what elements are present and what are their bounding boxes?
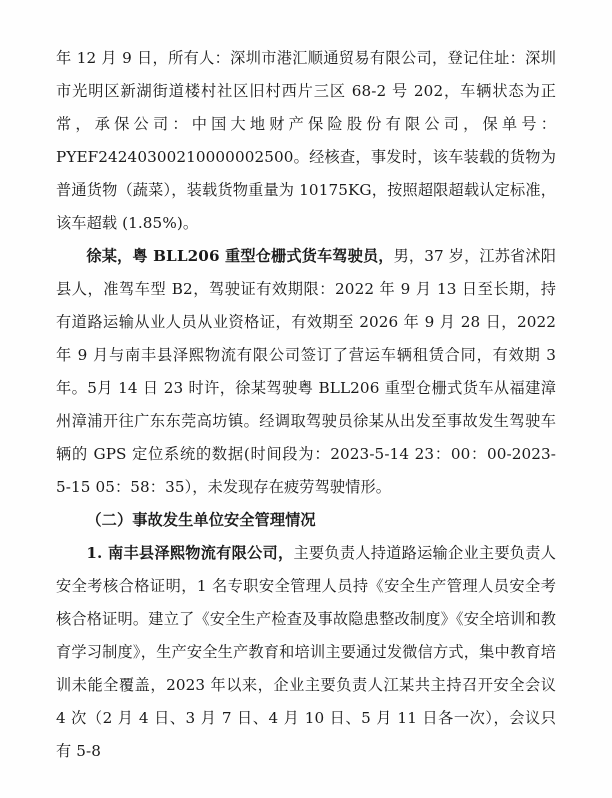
driver-info-text: 男，37 岁，江苏省沭阳县人，准驾车型 B2，驾驶证有效期限：2022 年 9 月 13 日至长期，持有道路运输从业人员从业资格证，有效期至 2026 年 9 月 28 日，2022 年 9 月与南丰县泽熙物流有限公司签订了营运车辆租赁合同，有效期 3 年。5月 14 日 23 时许，徐某驾驶粤 BLL206 重型仓栅式货车从福建漳州漳浦开往广东东莞高坊镇。经调取驾驶员徐某从出发至事故发生驾驶车辆的 GPS 定位系统的数据(时间段为：2023-5-14 23：00：00-2023-5-15 05：58：35），未发现存在疲劳驾驶情形。 <box>56 247 556 496</box>
driver-info-lead: 徐某，粤 BLL206 重型仓栅式货车驾驶员， <box>86 247 394 265</box>
paragraph-vehicle-info: 年 12 月 9 日，所有人：深圳市港汇顺通贸易有限公司，登记住址：深圳市光明区新湖街道楼村社区旧村西片三区 68-2 号 202，车辆状态为正常，承保公司：中国大地财产保险股份有限公司，保单号：PYEF24240300210000002500。经核查，事发时，该车装载的货物为普通货物（蔬菜），装载货物重量为 10175KG，按照超限超载认定标准，该车超载 (1.85%)。 <box>56 49 556 232</box>
paragraph-company-management <box>56 537 556 768</box>
heading-section-two: （二）事故发生单位安全管理情况 <box>86 511 316 529</box>
document-body <box>56 42 556 768</box>
paragraph-driver-info <box>56 240 556 504</box>
company-management-lead: 1. 南丰县泽熙物流有限公司， <box>86 544 294 562</box>
company-management-text: 主要负责人持道路运输企业主要负责人安全考核合格证明，1 名专职安全管理人员持《安全生产管理人员安全考核合格证明。建立了《安全生产检查及事故隐患整改制度》《安全培训和教育学习制度》，生产安全生产教育和培训主要通过发微信方式，集中教育培训未能全覆盖，2023 年以来，企业主要负责人江某共主持召开安全会议 4 次（2 月 4 日、3 月 7 日、4 月 10 日、5 月 11 日各一次），会议只有 5-8 <box>56 544 556 760</box>
